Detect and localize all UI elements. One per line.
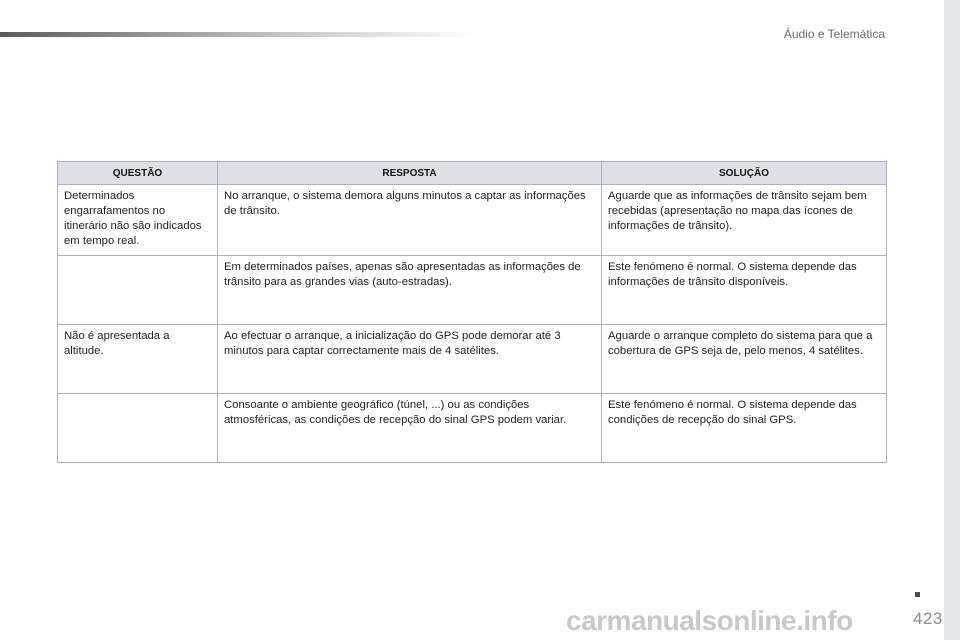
column-header-answer: RESPOSTA bbox=[218, 162, 602, 185]
page-marker-dot bbox=[915, 592, 920, 597]
solution-cell: Aguarde que as informações de trânsito sejam bem recebidas (apresentação no mapa das ícones de informações de trânsito). bbox=[602, 185, 887, 256]
solution-cell: Este fenómeno é normal. O sistema depende das condições de recepção do sinal GPS. bbox=[602, 394, 887, 463]
answer-cell: No arranque, o sistema demora alguns minutos a captar as informações de trânsito. bbox=[218, 185, 602, 256]
answer-cell: Em determinados países, apenas são apresentadas as informações de trânsito para as grandes vias (auto-estradas). bbox=[218, 256, 602, 325]
question-cell: Determinados engarrafamentos no itinerário não são indicados em tempo real. bbox=[58, 185, 218, 256]
question-cell-continued bbox=[58, 256, 218, 325]
question-cell: Não é apresentada a altitude. bbox=[58, 325, 218, 394]
watermark: carmanualsonline.info bbox=[566, 605, 853, 636]
question-cell-continued bbox=[58, 394, 218, 463]
table-header-row bbox=[58, 162, 887, 185]
table-row bbox=[58, 256, 887, 325]
answer-cell: Consoante o ambiente geográfico (túnel, ...) ou as condições atmosféricas, as condições de recepção do sinal GPS podem variar. bbox=[218, 394, 602, 463]
column-header-solution: SOLUÇÃO bbox=[602, 162, 887, 185]
table-row bbox=[58, 394, 887, 463]
solution-cell: Este fenómeno é normal. O sistema depende das informações de trânsito disponíveis. bbox=[602, 256, 887, 325]
solution-cell: Aguarde o arranque completo do sistema para que a cobertura de GPS seja de, pelo menos, 4 satélites. bbox=[602, 325, 887, 394]
column-header-question: QUESTÃO bbox=[58, 162, 218, 185]
header-gradient-bar bbox=[0, 32, 480, 37]
page-side-strip bbox=[944, 0, 960, 640]
page-number: 423 bbox=[913, 609, 943, 628]
troubleshooting-table bbox=[57, 161, 887, 463]
section-title: Áudio e Telemática bbox=[783, 27, 885, 41]
table-row bbox=[58, 325, 887, 394]
table-row bbox=[58, 185, 887, 256]
answer-cell: Ao efectuar o arranque, a inicialização do GPS pode demorar até 3 minutos para captar correctamente mais de 4 satélites. bbox=[218, 325, 602, 394]
